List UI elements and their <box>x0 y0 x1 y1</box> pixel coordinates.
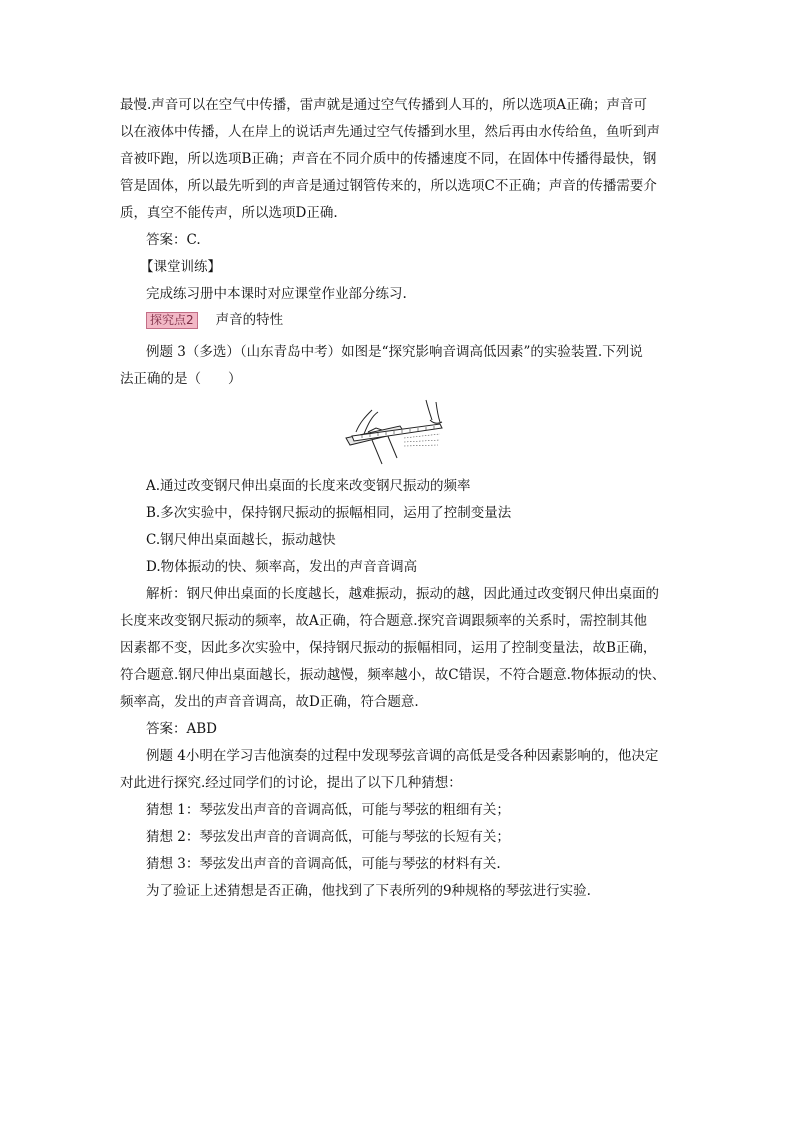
guess-3: 猜想 3：琴弦发出声音的音调高低，可能与琴弦的材料有关. <box>146 856 501 872</box>
example3-line: 例题 3（多选）（山东青岛中考）如图是“探究影响音调高低因素”的实验装置.下列说 <box>146 344 643 360</box>
example4-line: 对此进行探究.经过同学们的讨论，提出了以下几种猜想： <box>120 775 462 791</box>
option-c: C.钢尺伸出桌面越长，振动越快 <box>146 532 336 548</box>
paragraph-line: 音被吓跑，所以选项B正确；声音在不同介质中的传播速度不同，在固体中传播得最快，钢 <box>120 151 657 167</box>
analysis-line: 长度来改变钢尺振动的频率，故A正确，符合题意.探究音调跟频率的关系时，需控制其他 <box>120 613 648 629</box>
answer-3: 答案：ABD <box>146 721 217 737</box>
example4-line: 例题 4小明在学习吉他演奏的过程中发现琴弦音调的高低是受各种因素影响的，他决定 <box>146 748 659 764</box>
paragraph-line: 质，真空不能传声，所以选项D正确. <box>120 205 338 221</box>
paragraph-line: 以在液体中传播，人在岸上的说话声先通过空气传播到水里，然后再由水传给鱼，鱼听到声 <box>120 124 660 140</box>
analysis-line: 频率高，发出的声音音调高，故D正确，符合题意. <box>120 694 419 710</box>
example3-line: 法正确的是（ ） <box>120 371 242 387</box>
paragraph-line: 最慢.声音可以在空气中传播，雷声就是通过空气传播到人耳的，所以选项A正确；声音可 <box>120 97 648 113</box>
guess-2: 猜想 2：琴弦发出声音的音调高低，可能与琴弦的长短有关； <box>146 829 510 845</box>
answer-1: 答案：C. <box>146 232 201 248</box>
option-a: A.通过改变钢尺伸出桌面的长度来改变钢尺振动的频率 <box>146 478 471 494</box>
guess-1: 猜想 1：琴弦发出声音的音调高低，可能与琴弦的粗细有关； <box>146 802 510 818</box>
analysis-line: 符合题意.钢尺伸出桌面越长，振动越慢，频率越小，故C错误，不符合题意.物体振动的快、 <box>120 667 666 683</box>
section-text: 完成练习册中本课时对应课堂作业部分练习. <box>146 286 407 302</box>
option-b: B.多次实验中，保持钢尺振动的振幅相同，运用了控制变量法 <box>146 505 512 521</box>
ruler-experiment-figure <box>342 398 452 466</box>
example4-closing: 为了验证上述猜想是否正确，他找到了下表所列的9种规格的琴弦进行实验. <box>146 883 591 899</box>
explore-point-tag: 探究点2 <box>146 312 198 329</box>
analysis-line: 解析：钢尺伸出桌面的长度越长，越难振动，振动的越，因此通过改变钢尺伸出桌面的 <box>146 586 659 602</box>
ruler-experiment-illustration <box>342 398 452 466</box>
analysis-line: 因素都不变，因此多次实验中，保持钢尺振动的振幅相同，运用了控制变量法，故B正确， <box>120 640 657 656</box>
section-heading: 【课堂训练】 <box>140 259 221 275</box>
paragraph-line: 管是固体，所以最先听到的声音是通过钢管传来的，所以选项C不正确；声音的传播需要介 <box>120 178 657 194</box>
explore-point-title: 声音的特性 <box>215 312 284 328</box>
option-d: D.物体振动的快、频率高，发出的声音音调高 <box>146 559 418 575</box>
explore-point-heading <box>146 310 283 330</box>
